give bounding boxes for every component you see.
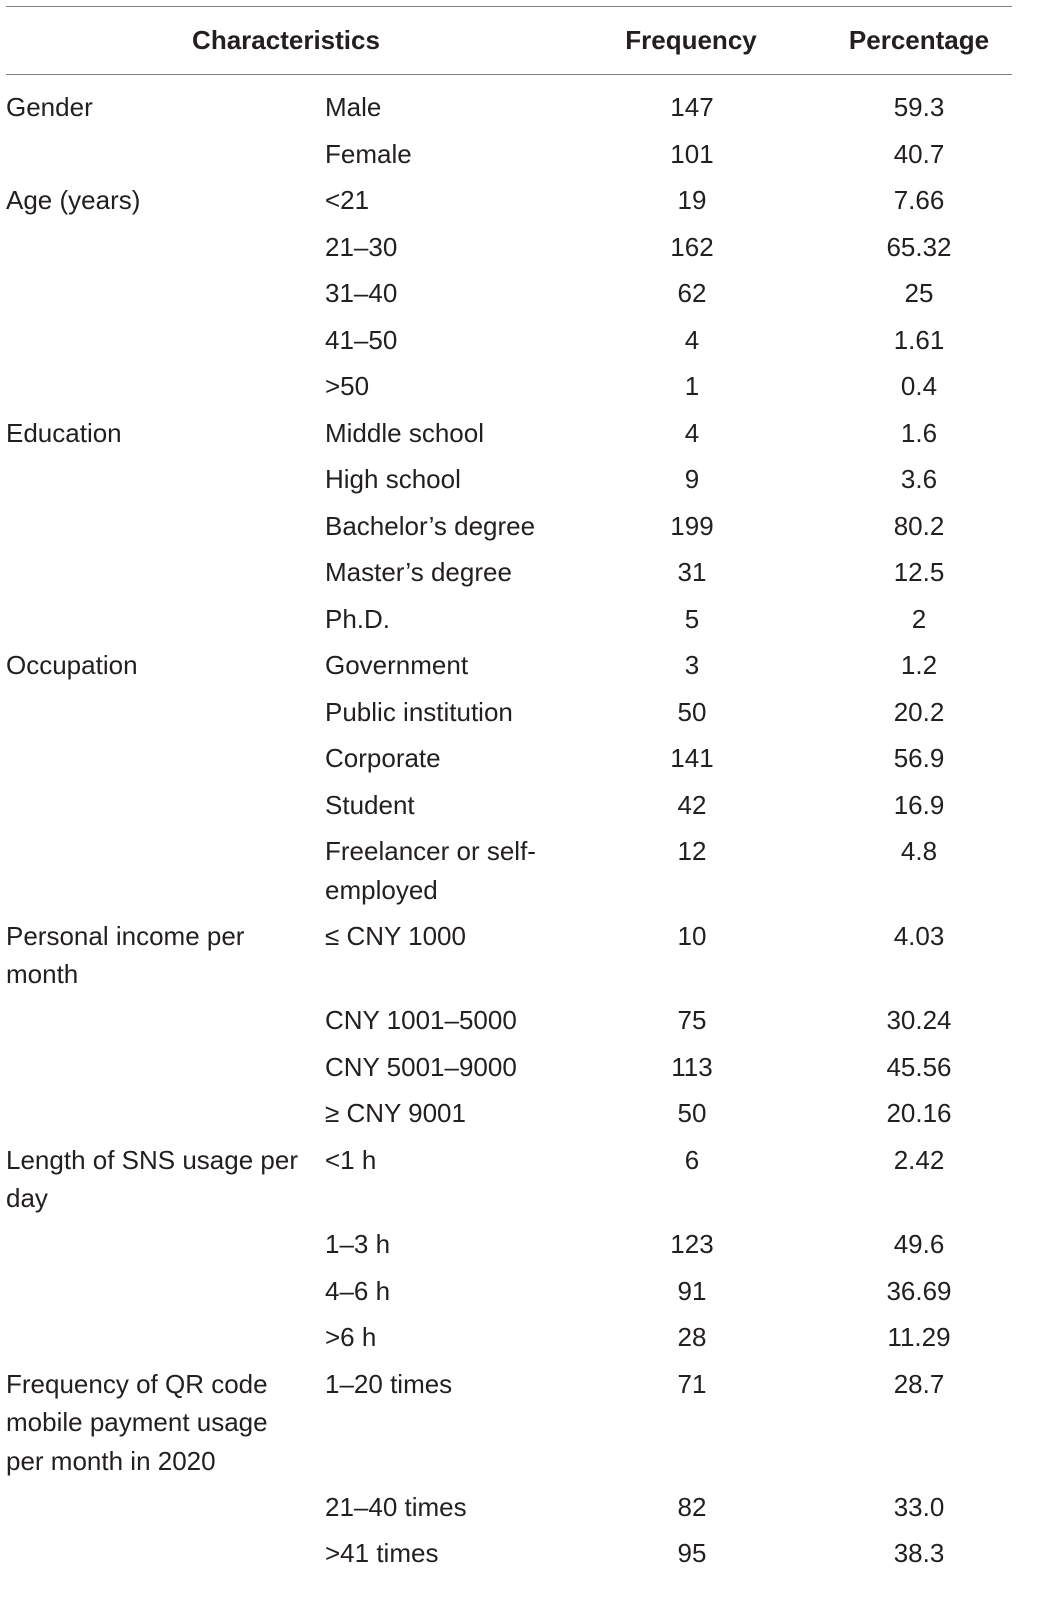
- table-row: [6, 129, 1012, 176]
- row-frequency: 50: [677, 1098, 707, 1128]
- row-category: Personal income per month: [6, 920, 245, 989]
- row-subcategory: Freelancer or self-employed: [325, 836, 536, 905]
- table-row: [6, 1219, 1012, 1266]
- table-row: [6, 268, 1012, 315]
- row-subcategory: <21: [325, 185, 370, 215]
- row-category: Occupation: [6, 650, 138, 680]
- row-percentage: 30.24: [886, 1005, 952, 1035]
- header-percentage: Percentage: [848, 25, 990, 55]
- row-subcategory: 21–30: [325, 231, 398, 262]
- row-frequency: 42: [677, 789, 707, 820]
- row-category: Frequency of QR code mobile payment usage per month in 2020: [6, 1368, 268, 1476]
- row-percentage: 45.56: [886, 1051, 952, 1082]
- row-frequency: 50: [677, 696, 707, 727]
- row-percentage: 11.29: [887, 1322, 951, 1352]
- table-row: [6, 501, 1012, 548]
- row-category: Education: [6, 417, 122, 448]
- row-subcategory: Student: [325, 789, 415, 820]
- row-subcategory: >50: [325, 371, 370, 401]
- row-frequency: 199: [670, 510, 714, 541]
- row-percentage: 40.7: [893, 138, 945, 169]
- table-row: [6, 826, 1012, 911]
- table-header-row: [6, 7, 1012, 74]
- row-frequency: 71: [677, 1368, 707, 1399]
- row-subcategory: Ph.D.: [325, 603, 391, 634]
- row-frequency: 1: [684, 371, 700, 401]
- table-row: [6, 911, 1012, 996]
- table-row: [6, 1312, 1012, 1359]
- row-subcategory: 41–50: [325, 324, 398, 355]
- row-frequency: 9: [684, 464, 700, 494]
- row-subcategory: Middle school: [325, 417, 484, 448]
- row-subcategory: ≥ CNY 9001: [325, 1098, 466, 1128]
- row-percentage: 1.61: [893, 324, 945, 355]
- table-body: [6, 75, 1012, 1575]
- row-percentage: 80.2: [893, 510, 945, 541]
- row-subcategory: Master’s degree: [325, 557, 512, 587]
- table-row: [6, 594, 1012, 641]
- row-frequency: 101: [670, 138, 714, 169]
- table-row: [6, 222, 1012, 269]
- row-frequency: 95: [677, 1538, 707, 1568]
- header-characteristics: Characteristics: [192, 25, 380, 55]
- row-percentage: 65.32: [886, 231, 952, 262]
- row-percentage: 20.16: [886, 1098, 952, 1128]
- table-row: [6, 1482, 1012, 1529]
- row-subcategory: 1–3 h: [325, 1229, 391, 1259]
- table-row: [6, 733, 1012, 780]
- row-frequency: 31: [677, 557, 707, 587]
- row-frequency: 12: [677, 836, 707, 866]
- row-percentage: 16.9: [893, 789, 945, 820]
- row-percentage: 12.5: [893, 557, 945, 587]
- row-percentage: 4.8: [900, 836, 938, 866]
- row-subcategory: ≤ CNY 1000: [325, 920, 466, 951]
- row-percentage: 20.2: [893, 696, 945, 727]
- row-frequency: 147: [670, 92, 714, 122]
- row-percentage: 38.3: [893, 1538, 945, 1568]
- row-percentage: 59.3: [893, 92, 945, 122]
- row-frequency: 75: [677, 1005, 707, 1035]
- row-percentage: 28.7: [893, 1368, 945, 1399]
- row-frequency: 4: [684, 417, 700, 448]
- table-row: [6, 361, 1012, 408]
- table-row: [6, 1266, 1012, 1313]
- row-frequency: 123: [670, 1229, 714, 1259]
- row-frequency: 113: [671, 1051, 713, 1082]
- table-row: [6, 687, 1012, 734]
- row-percentage: 49.6: [893, 1229, 945, 1259]
- row-frequency: 82: [677, 1491, 707, 1522]
- row-subcategory: 31–40: [325, 278, 398, 308]
- row-percentage: 56.9: [893, 743, 945, 773]
- row-frequency: 91: [677, 1275, 707, 1306]
- row-frequency: 28: [677, 1322, 707, 1352]
- row-subcategory: Corporate: [325, 743, 441, 773]
- row-percentage: 1.6: [900, 417, 938, 448]
- table-row: [6, 454, 1012, 501]
- row-subcategory: >41 times: [325, 1538, 439, 1568]
- table-row: [6, 780, 1012, 827]
- table-row: [6, 1359, 1012, 1482]
- row-frequency: 141: [670, 743, 714, 773]
- row-frequency: 3: [684, 650, 700, 680]
- table-row: [6, 1135, 1012, 1220]
- row-subcategory: >6 h: [325, 1322, 377, 1352]
- table-row: [6, 408, 1012, 455]
- row-frequency: 19: [677, 185, 707, 215]
- row-percentage: 2: [911, 603, 927, 634]
- table-row: [6, 995, 1012, 1042]
- row-percentage: 33.0: [893, 1491, 945, 1522]
- table-row: [6, 315, 1012, 362]
- row-subcategory: 21–40 times: [325, 1491, 467, 1522]
- row-subcategory: 1–20 times: [325, 1368, 453, 1399]
- row-subcategory: <1 h: [325, 1144, 377, 1175]
- row-frequency: 10: [677, 920, 707, 951]
- table-row: [6, 640, 1012, 687]
- row-subcategory: Male: [325, 92, 382, 122]
- row-frequency: 162: [670, 231, 714, 262]
- row-percentage: 3.6: [900, 464, 938, 494]
- row-frequency: 62: [677, 278, 707, 308]
- row-percentage: 1.2: [900, 650, 938, 680]
- row-subcategory: Public institution: [325, 696, 513, 727]
- table-row: [6, 1528, 1012, 1575]
- row-category: Length of SNS usage per day: [6, 1144, 298, 1213]
- row-subcategory: Female: [325, 138, 412, 169]
- row-percentage: 25: [904, 278, 934, 308]
- table-row: [6, 1042, 1012, 1089]
- row-percentage: 0.4: [900, 371, 938, 401]
- row-frequency: 5: [684, 603, 700, 634]
- header-frequency: Frequency: [625, 25, 757, 55]
- row-subcategory: 4–6 h: [325, 1275, 391, 1306]
- demographics-table: [6, 6, 1012, 1575]
- table-row: [6, 547, 1012, 594]
- table-row: [6, 1088, 1012, 1135]
- row-percentage: 4.03: [893, 920, 945, 951]
- row-subcategory: CNY 5001–9000: [325, 1051, 517, 1082]
- row-frequency: 6: [684, 1144, 700, 1175]
- table-row: [6, 175, 1012, 222]
- row-subcategory: Bachelor’s degree: [325, 510, 536, 541]
- row-percentage: 36.69: [886, 1275, 952, 1306]
- row-subcategory: CNY 1001–5000: [325, 1005, 517, 1035]
- row-subcategory: Government: [325, 650, 469, 680]
- row-category: Age (years): [6, 185, 141, 215]
- row-category: Gender: [6, 92, 93, 122]
- row-frequency: 4: [684, 324, 700, 355]
- table-row: [6, 82, 1012, 129]
- row-percentage: 7.66: [893, 185, 945, 215]
- row-percentage: 2.42: [893, 1144, 945, 1175]
- row-subcategory: High school: [325, 464, 461, 494]
